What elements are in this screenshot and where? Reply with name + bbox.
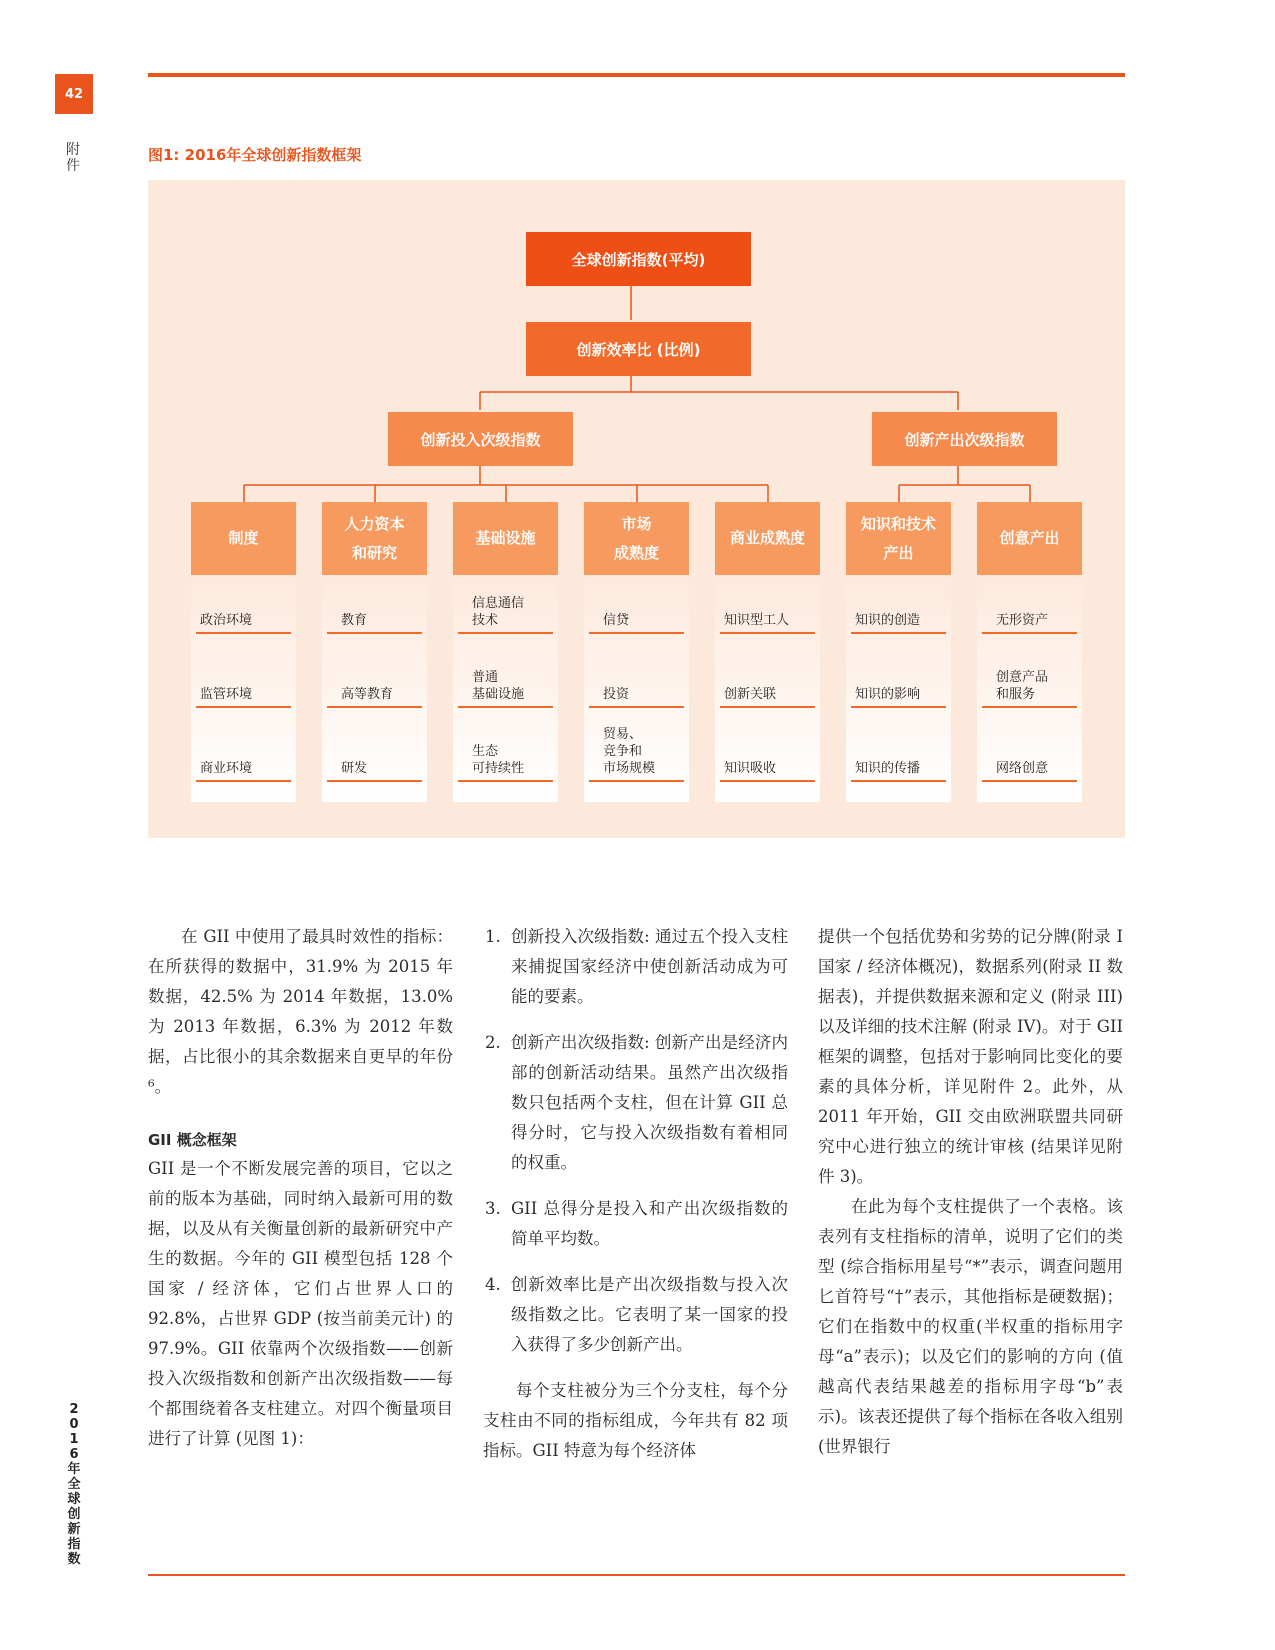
sub-pillar-label: 知识的传播 — [851, 726, 946, 782]
sub-pillar-label: 无形资产 — [982, 578, 1077, 634]
list-item: 1. 创新投入次级指数: 通过五个投入支柱来捕捉国家经济中使创新活动成为可能的要素。 — [485, 927, 788, 1006]
paragraph: 在此为每个支柱提供了一个表格。该表列有支柱指标的清单，说明了它们的类型 (综合指标用星号“*”表示，调查问题用匕首符号“†”表示，其他指标是硬数据)；它们在指数中的权重(半权重的指标用字母“a”表示)；以及它们的影响的方向 (值越高代表结果越差的指标用字母“b”表示)。该表还提供了每个指标在各收入组别 (世界银行 — [818, 1197, 1123, 1456]
page-number: 42 — [55, 74, 93, 114]
sub-pillar-label: 知识的创造 — [851, 578, 946, 634]
section-label: 附 件 — [66, 142, 80, 174]
numbered-list — [483, 922, 788, 1360]
sub-pillar-label: 普通 基础设施 — [458, 652, 553, 708]
pillar-header: 人力资本 和研究 — [322, 502, 427, 575]
text-column-2 — [483, 922, 788, 1466]
pillar-header: 基础设施 — [453, 502, 558, 575]
pillar-column — [584, 502, 689, 802]
pillar-header: 商业成熟度 — [715, 502, 820, 575]
sub-pillar-label: 监管环境 — [196, 652, 291, 708]
pillar-column — [453, 502, 558, 802]
sub-pillar-label: 生态 可持续性 — [458, 726, 553, 782]
paragraph: GII 是一个不断发展完善的项目，它以之前的版本为基础，同时纳入最新可用的数据，以及从有关衡量创新的最新研究中产生的数据。今年的 GII 模型包括 128 个国家 / 经济体，它们占世界人口的 92.8%，占世界 GDP (按当前美元计) 的 97.9%。GII 依靠两个次级指数——创新投入次级指数和创新产出次级指数——每个都围绕着各支柱建立。对四个衡量项目进行了计算 (见图 1)： — [148, 1159, 453, 1448]
output-subindex-box: 创新产出次级指数 — [872, 412, 1057, 466]
text-column-1 — [148, 922, 453, 1454]
sub-pillar-label: 商业环境 — [196, 726, 291, 782]
footer-publication-title: 2 0 1 6 年 全 球 创 新 指 数 — [67, 1402, 81, 1567]
pillar-header: 知识和技术 产出 — [846, 502, 951, 575]
pillar-column — [191, 502, 296, 802]
list-item: 2. 创新产出次级指数: 创新产出是经济内部的创新活动结果。虽然产出次级指数只包括两个支柱，但在计算 GII 总得分时，它与投入次级指数有着相同的权重。 — [485, 1033, 788, 1172]
pillar-header: 创意产出 — [977, 502, 1082, 575]
top-rule — [148, 73, 1125, 77]
sub-pillar-label: 贸易、 竞争和 市场规模 — [589, 726, 684, 782]
sub-pillar-label: 信息通信 技术 — [458, 578, 553, 634]
sub-pillar-label: 知识的影响 — [851, 652, 946, 708]
sub-pillar-label: 研发 — [327, 726, 422, 782]
sub-pillar-label: 创意产品 和服务 — [982, 652, 1077, 708]
pillar-header: 制度 — [191, 502, 296, 575]
efficiency-ratio-box: 创新效率比 (比例) — [526, 322, 751, 376]
figure-framework-diagram — [148, 180, 1125, 838]
sub-pillar-label: 信贷 — [589, 578, 684, 634]
pillar-column — [846, 502, 951, 802]
pillar-column — [715, 502, 820, 802]
paragraph: 在 GII 中使用了最具时效性的指标：在所获得的数据中，31.9% 为 2015 年数据，42.5% 为 2014 年数据，13.0% 为 2013 年数据，6.3% 为 2012 年数据，占比很小的其余数据来自更早的年份 ⁶。 — [148, 927, 453, 1096]
sub-pillar-label: 投资 — [589, 652, 684, 708]
input-subindex-box: 创新投入次级指数 — [388, 412, 573, 466]
sub-pillar-label: 创新关联 — [720, 652, 815, 708]
sub-pillar-label: 高等教育 — [327, 652, 422, 708]
list-item: 3. GII 总得分是投入和产出次级指数的简单平均数。 — [485, 1199, 788, 1248]
list-item: 4. 创新效率比是产出次级指数与投入次级指数之比。它表明了某一国家的投入获得了多少创新产出。 — [485, 1275, 788, 1354]
text-column-3 — [818, 922, 1123, 1462]
pillar-column — [322, 502, 427, 802]
pillar-column — [977, 502, 1082, 802]
gii-average-box: 全球创新指数(平均) — [526, 232, 751, 286]
sub-pillar-label: 政治环境 — [196, 578, 291, 634]
sub-pillar-label: 网络创意 — [982, 726, 1077, 782]
sub-pillar-label: 教育 — [327, 578, 422, 634]
sub-pillar-label: 知识型工人 — [720, 578, 815, 634]
figure-title: 图1: 2016年全球创新指数框架 — [148, 146, 362, 164]
sub-pillar-label: 知识吸收 — [720, 726, 815, 782]
section-heading: GII 概念框架 — [148, 1131, 237, 1149]
bottom-rule — [148, 1574, 1125, 1576]
paragraph: 每个支柱被分为三个分支柱，每个分支柱由不同的指标组成，今年共有 82 项指标。GII 特意为每个经济体 — [483, 1381, 788, 1460]
paragraph: 提供一个包括优势和劣势的记分牌(附录 I 国家 / 经济体概况)，数据系列(附录 II 数据表)，并提供数据来源和定义 (附录 III) 以及详细的技术注解 (附录 IV)。对于 GII 框架的调整，包括对于影响同比变化的要素的具体分析，详见附件 2。此外，从 2011 年开始，GII 交由欧洲联盟共同研究中心进行独立的统计审核 (结果详见附件 3)。 — [818, 927, 1123, 1186]
pillar-header: 市场 成熟度 — [584, 502, 689, 575]
